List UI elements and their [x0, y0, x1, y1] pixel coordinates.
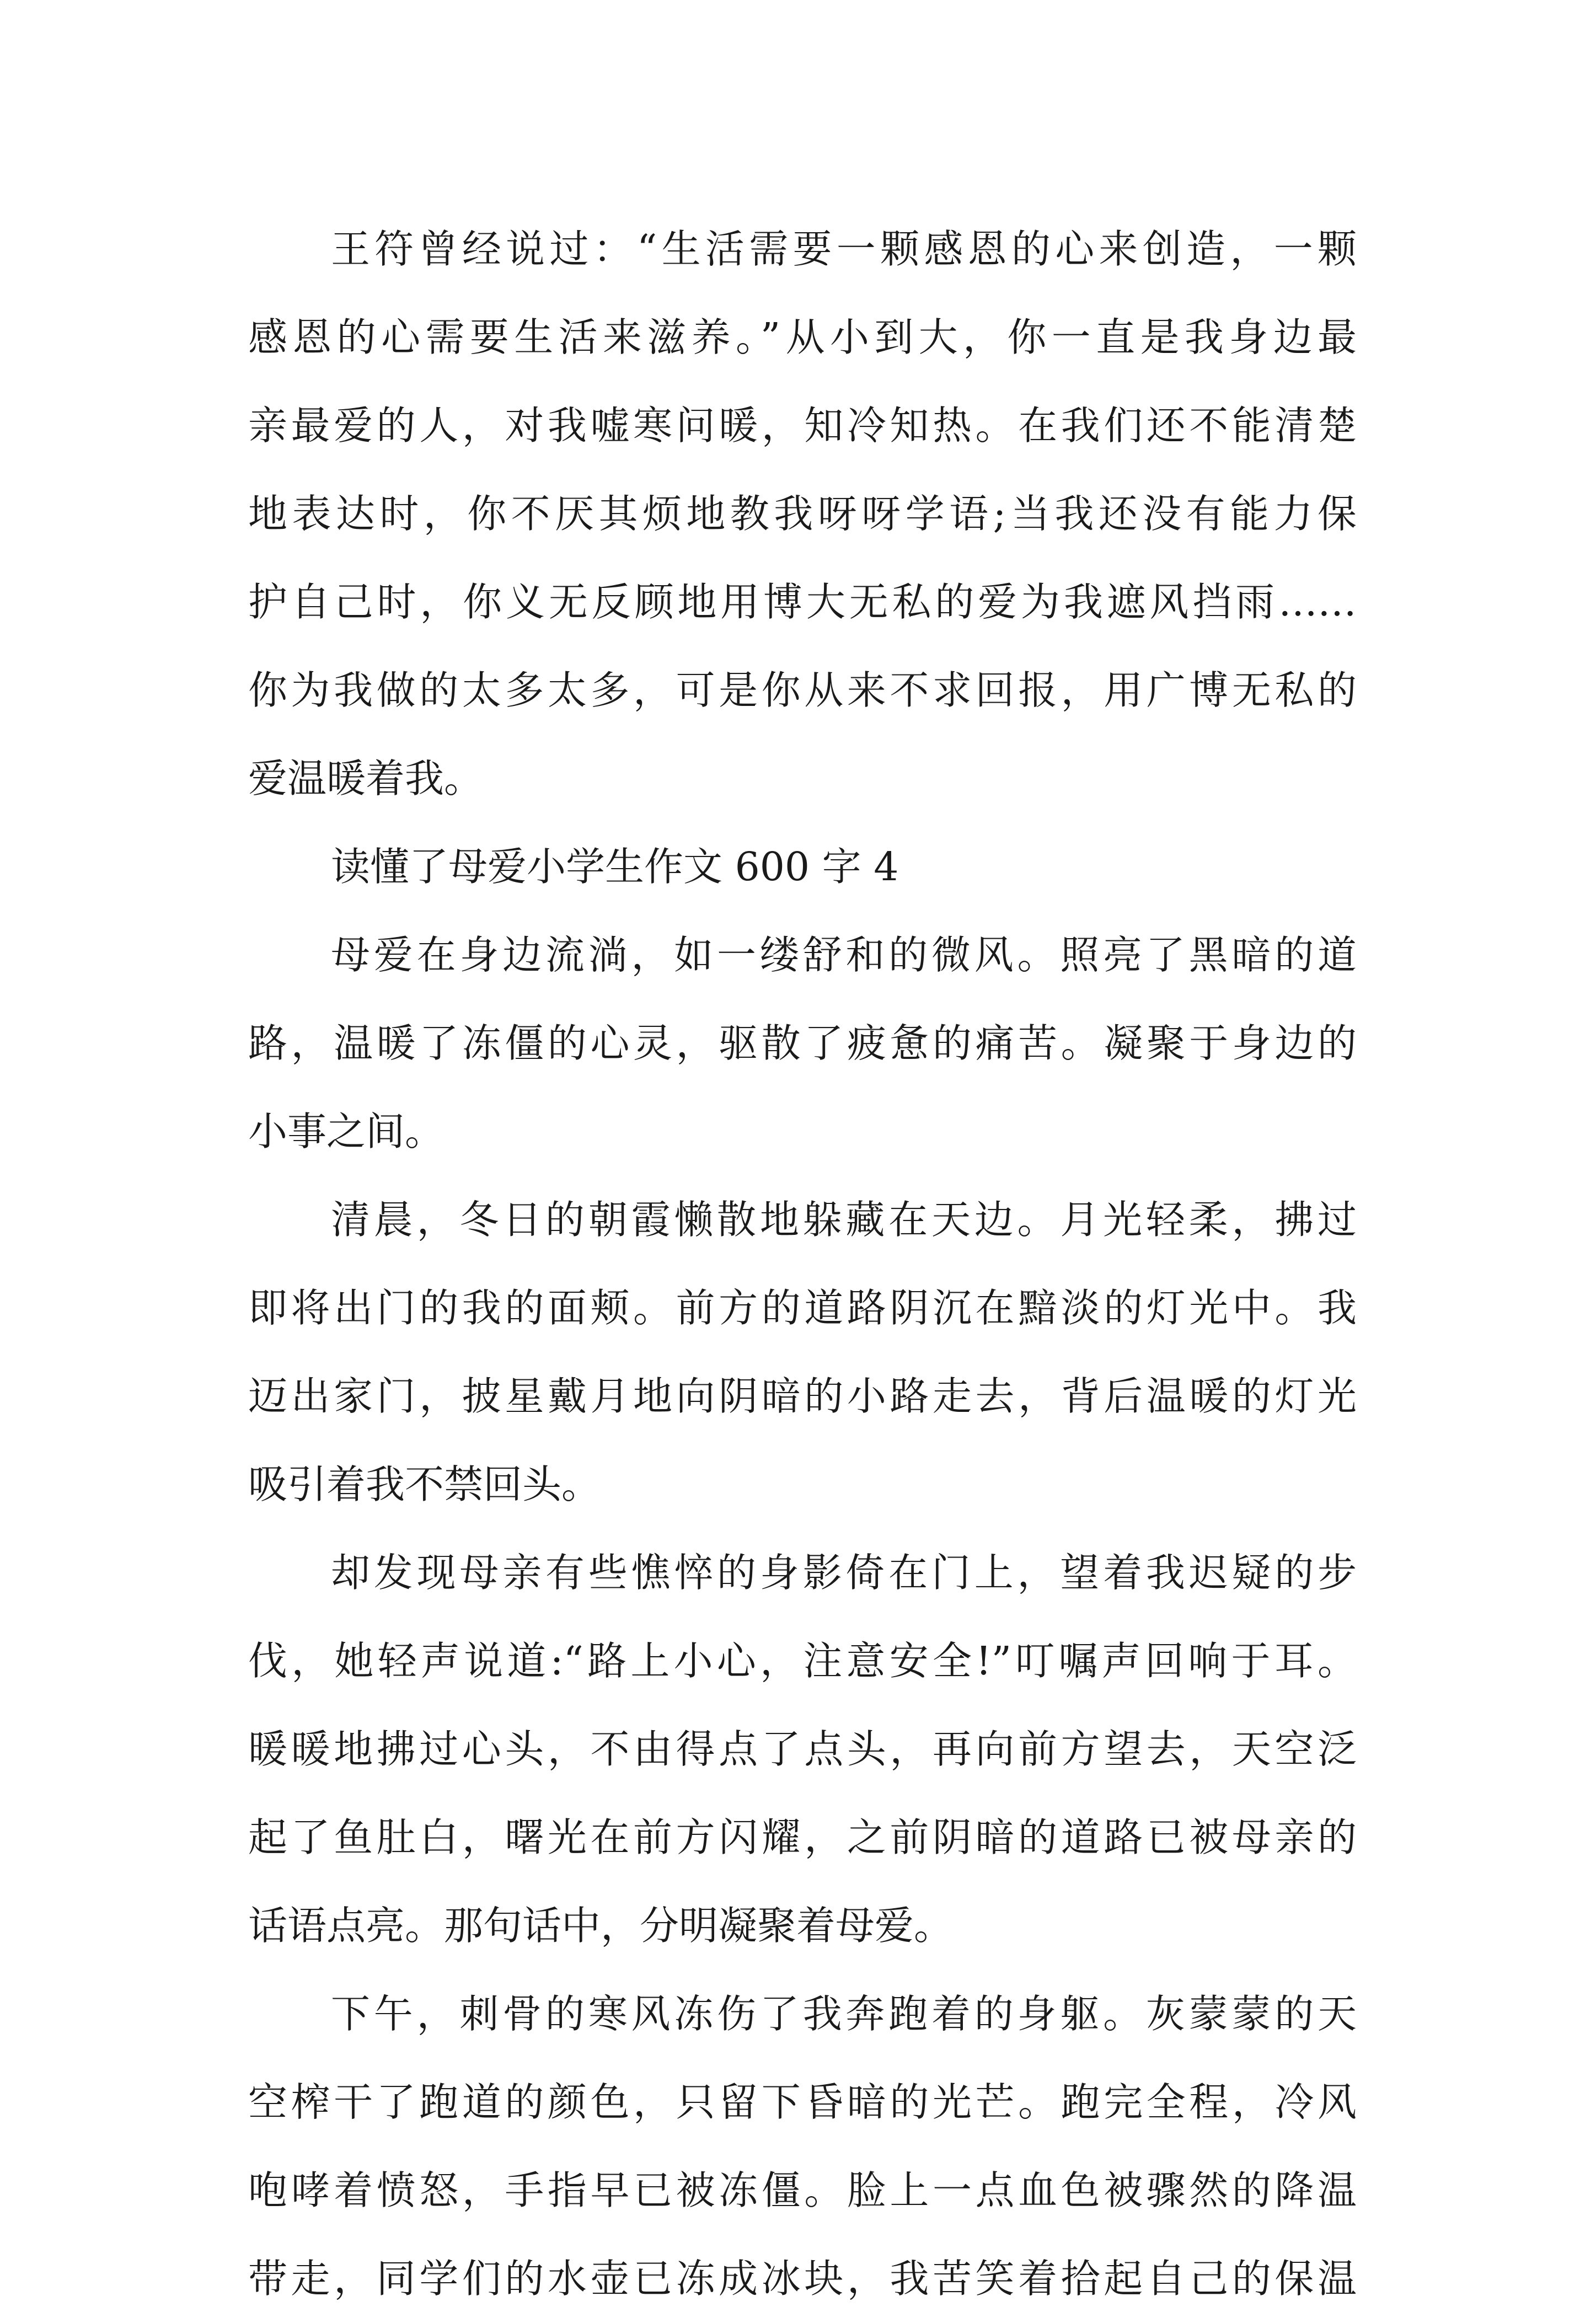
text-line: 你为我做的太多太多，可是你从来不求回报，用广博无私的	[248, 667, 1357, 713]
text-line: 话语点亮。那句话中，分明凝聚着母爱。	[248, 1903, 954, 1949]
text-line: 吸引着我不禁回头。	[248, 1462, 601, 1507]
text-line: 即将出门的我的面颊。前方的道路阴沉在黯淡的灯光中。我	[248, 1285, 1357, 1331]
text-line: 起了鱼肚白，曙光在前方闪耀，之前阴暗的道路已被母亲的	[248, 1814, 1357, 1860]
text-line: 伐，她轻声说道:“路上小心，注意安全!”叮嘱声回响于耳。	[248, 1638, 1357, 1684]
text-line: 小事之间。	[248, 1109, 444, 1154]
text-line: 感恩的心需要生活来滋养。”从小到大，你一直是我身边最	[248, 314, 1357, 360]
paragraph-5	[248, 1970, 1357, 2323]
text-line: 下午，刺骨的寒风冻伤了我奔跑着的身躯。灰蒙蒙的天	[331, 1991, 1357, 2037]
paragraph-4	[248, 1529, 1357, 1970]
text-line: 暖暖地拂过心头，不由得点了点头，再向前方望去，天空泛	[248, 1726, 1357, 1772]
section-heading	[248, 823, 1357, 911]
text-line: 路，温暖了冻僵的心灵，驱散了疲惫的痛苦。凝聚于身边的	[248, 1020, 1357, 1066]
text-line: 爱温暖着我。	[248, 756, 484, 801]
text-line: 带走，同学们的水壶已冻成冰块，我苦笑着拾起自己的保温	[248, 2256, 1357, 2301]
text-line: 空榨干了跑道的颜色，只留下昏暗的光芒。跑完全程，冷风	[248, 2079, 1357, 2125]
document-page	[248, 205, 1357, 2323]
text-line: 清晨，冬日的朝霞懒散地躲藏在天边。月光轻柔，拂过	[331, 1197, 1357, 1243]
text-line: 迈出家门，披星戴月地向阴暗的小路走去，背后温暖的灯光	[248, 1373, 1357, 1419]
text-line: 亲最爱的人，对我嘘寒问暖，知冷知热。在我们还不能清楚	[248, 403, 1357, 448]
paragraph-2	[248, 911, 1357, 1176]
paragraph-3	[248, 1176, 1357, 1529]
text-line: 地表达时，你不厌其烦地教我呀呀学语;当我还没有能力保	[248, 491, 1357, 537]
text-line: 母爱在身边流淌，如一缕舒和的微风。照亮了黑暗的道	[331, 932, 1357, 978]
paragraph-1	[248, 205, 1357, 823]
text-line: 王符曾经说过：“生活需要一颗感恩的心来创造，一颗	[331, 226, 1357, 272]
text-line: 咆哮着愤怒，手指早已被冻僵。脸上一点血色被骤然的降温	[248, 2167, 1357, 2213]
text-line: 护自己时，你义无反顾地用博大无私的爱为我遮风挡雨……	[248, 579, 1357, 625]
text-line: 却发现母亲有些憔悴的身影倚在门上，望着我迟疑的步	[331, 1550, 1357, 1596]
heading-line: 读懂了母爱小学生作文 600 字 4	[331, 844, 899, 890]
